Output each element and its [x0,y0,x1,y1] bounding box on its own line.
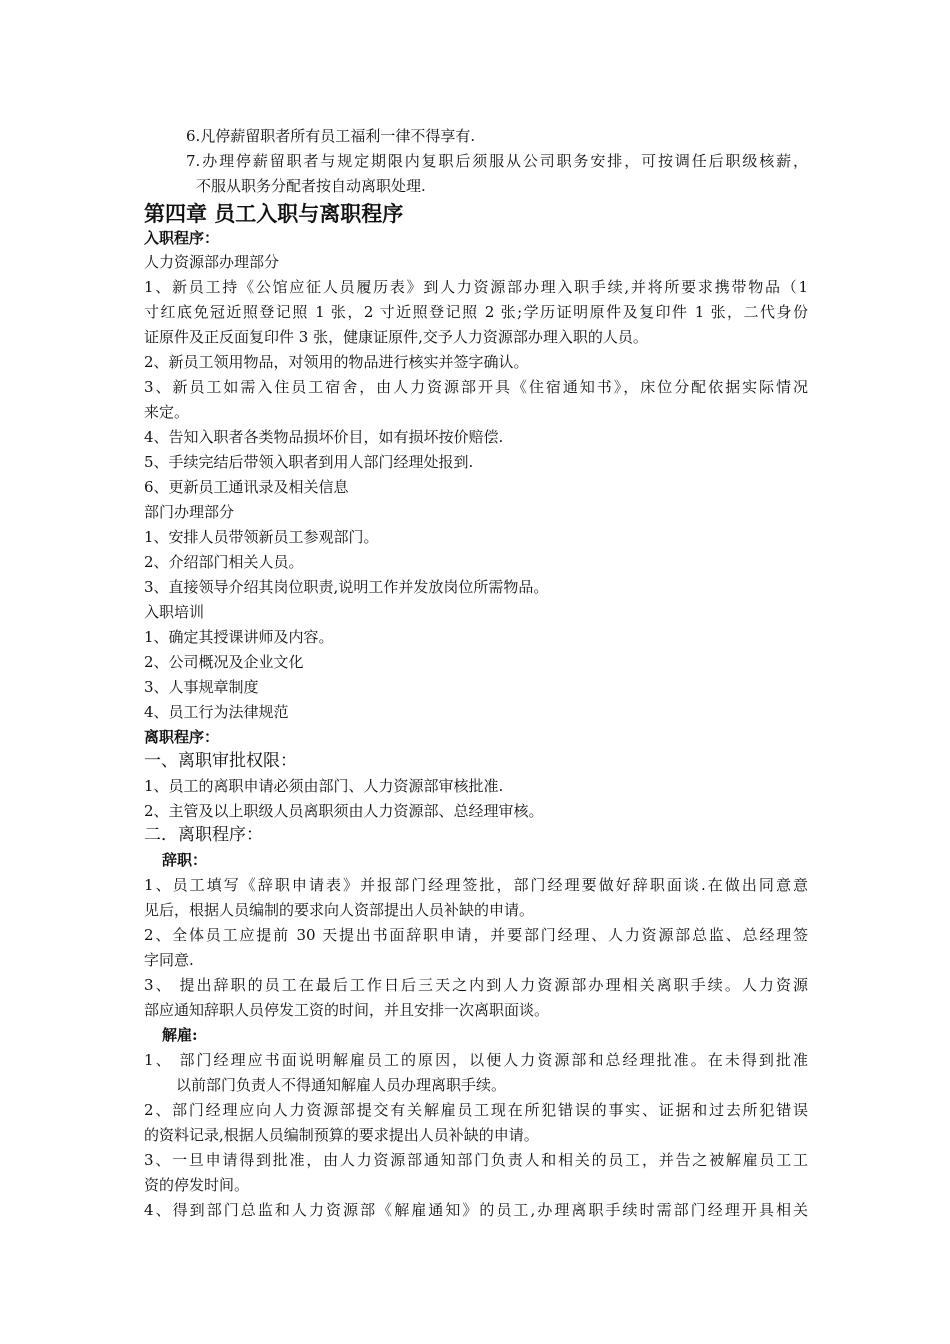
text-line: 1、安排人员带领新员工参观部门。 [144,528,379,546]
text-line: 3、 提出辞职的员工在最后工作日后三天之内到人力资源部办理相关离职手续。人力资源 [144,976,808,994]
section-heading: 入职程序： [144,229,220,247]
text-line: 1、 部门经理应书面说明解雇员工的原因，以便人力资源部和总经理批准。在未得到批准 [144,1051,808,1069]
chapter-heading: 第四章 员工入职与离职程序 [144,202,404,226]
text-line: 部应通知辞职人员停发工资的时间，并且安排一次离职面谈。 [144,1001,550,1019]
text-line: 的资料记录,根据人员编制预算的要求提出人员补缺的申请。 [144,1126,539,1144]
subsection-heading: 辞职： [162,851,208,869]
text-line: 2、全体员工应提前 30 天提出书面辞职申请，并要部门经理、人力资源部总监、总经理签 [144,926,808,944]
text-line: 证原件及正反面复印件 3 张，健康证原件,交予人力资源部办理入职的人员。 [144,328,648,346]
subsection-heading: 入职培训 [144,603,205,621]
text-line: 5、手续完结后带领入职者到用人部门经理处报到. [144,453,474,471]
text-line: 1、确定其授课讲师及内容。 [144,628,334,646]
text-line: 字同意. [144,951,194,969]
text-line: 1、员工的离职申请必须由部门、人力资源部审核批准. [144,777,504,795]
text-line: 以前部门负责人不得通知解雇人员办理离职手续。 [176,1076,507,1094]
subsection-heading: 解雇: [162,1026,198,1044]
text-line: 3、直接领导介绍其岗位职责,说明工作并发放岗位所需物品。 [144,578,549,596]
text-line: 1、新员工持《公馆应征人员履历表》到人力资源部办理入职手续,并将所要求携带物品（1 [144,278,808,296]
text-line: 7.办理停薪留职者与规定期限内复职后须服从公司职务安排，可按调任后职级核薪， [186,152,808,170]
text-line: 6.凡停薪留职者所有员工福利一律不得享有. [186,127,476,145]
text-line: 不服从职务分配者按自动离职处理. [196,177,426,195]
text-line: 3、人事规章制度 [144,678,259,696]
text-line: 2、部门经理应向人力资源部提交有关解雇员工现在所犯错误的事实、证据和过去所犯错误 [144,1101,808,1119]
subsection-heading: 二．离职程序： [144,825,263,845]
subsection-heading: 一、离职审批权限： [144,751,297,771]
text-line: 4、员工行为法律规范 [144,703,289,721]
text-line: 2、公司概况及企业文化 [144,653,304,671]
subsection-heading: 部门办理部分 [144,503,235,521]
text-line: 4、告知入职者各类物品损坏价目，如有损坏按价赔偿. [144,428,504,446]
text-line: 1、员工填写《辞职申请表》并报部门经理签批，部门经理要做好辞职面谈.在做出同意意 [144,876,808,894]
text-line: 来定。 [144,403,190,421]
subsection-heading: 人力资源部办理部分 [144,253,280,271]
section-heading: 离职程序： [144,728,220,746]
text-line: 资的停发时间。 [144,1176,250,1194]
text-line: 4、得到部门总监和人力资源部《解雇通知》的员工,办理离职手续时需部门经理开具相关 [144,1201,808,1219]
text-line: 2、新员工领用物品，对领用的物品进行核实并签字确认。 [144,353,529,371]
text-line: 6、更新员工通讯录及相关信息 [144,478,349,496]
text-line: 寸红底免冠近照登记照 1 张，2 寸近照登记照 2 张;学历证明原件及复印件 1 张，二代身份 [144,303,808,321]
text-line: 2、主管及以上职级人员离职须由人力资源部、总经理审核。 [144,802,544,820]
text-line: 3、一旦申请得到批准，由人力资源部通知部门负责人和相关的员工，并告之被解雇员工工 [144,1151,808,1169]
text-line: 3、新员工如需入住员工宿舍，由人力资源部开具《住宿通知书》，床位分配依据实际情况 [144,378,808,396]
text-line: 见后，根据人员编制的要求向人资部提出人员补缺的申请。 [144,901,535,919]
text-line: 2、介绍部门相关人员。 [144,553,304,571]
